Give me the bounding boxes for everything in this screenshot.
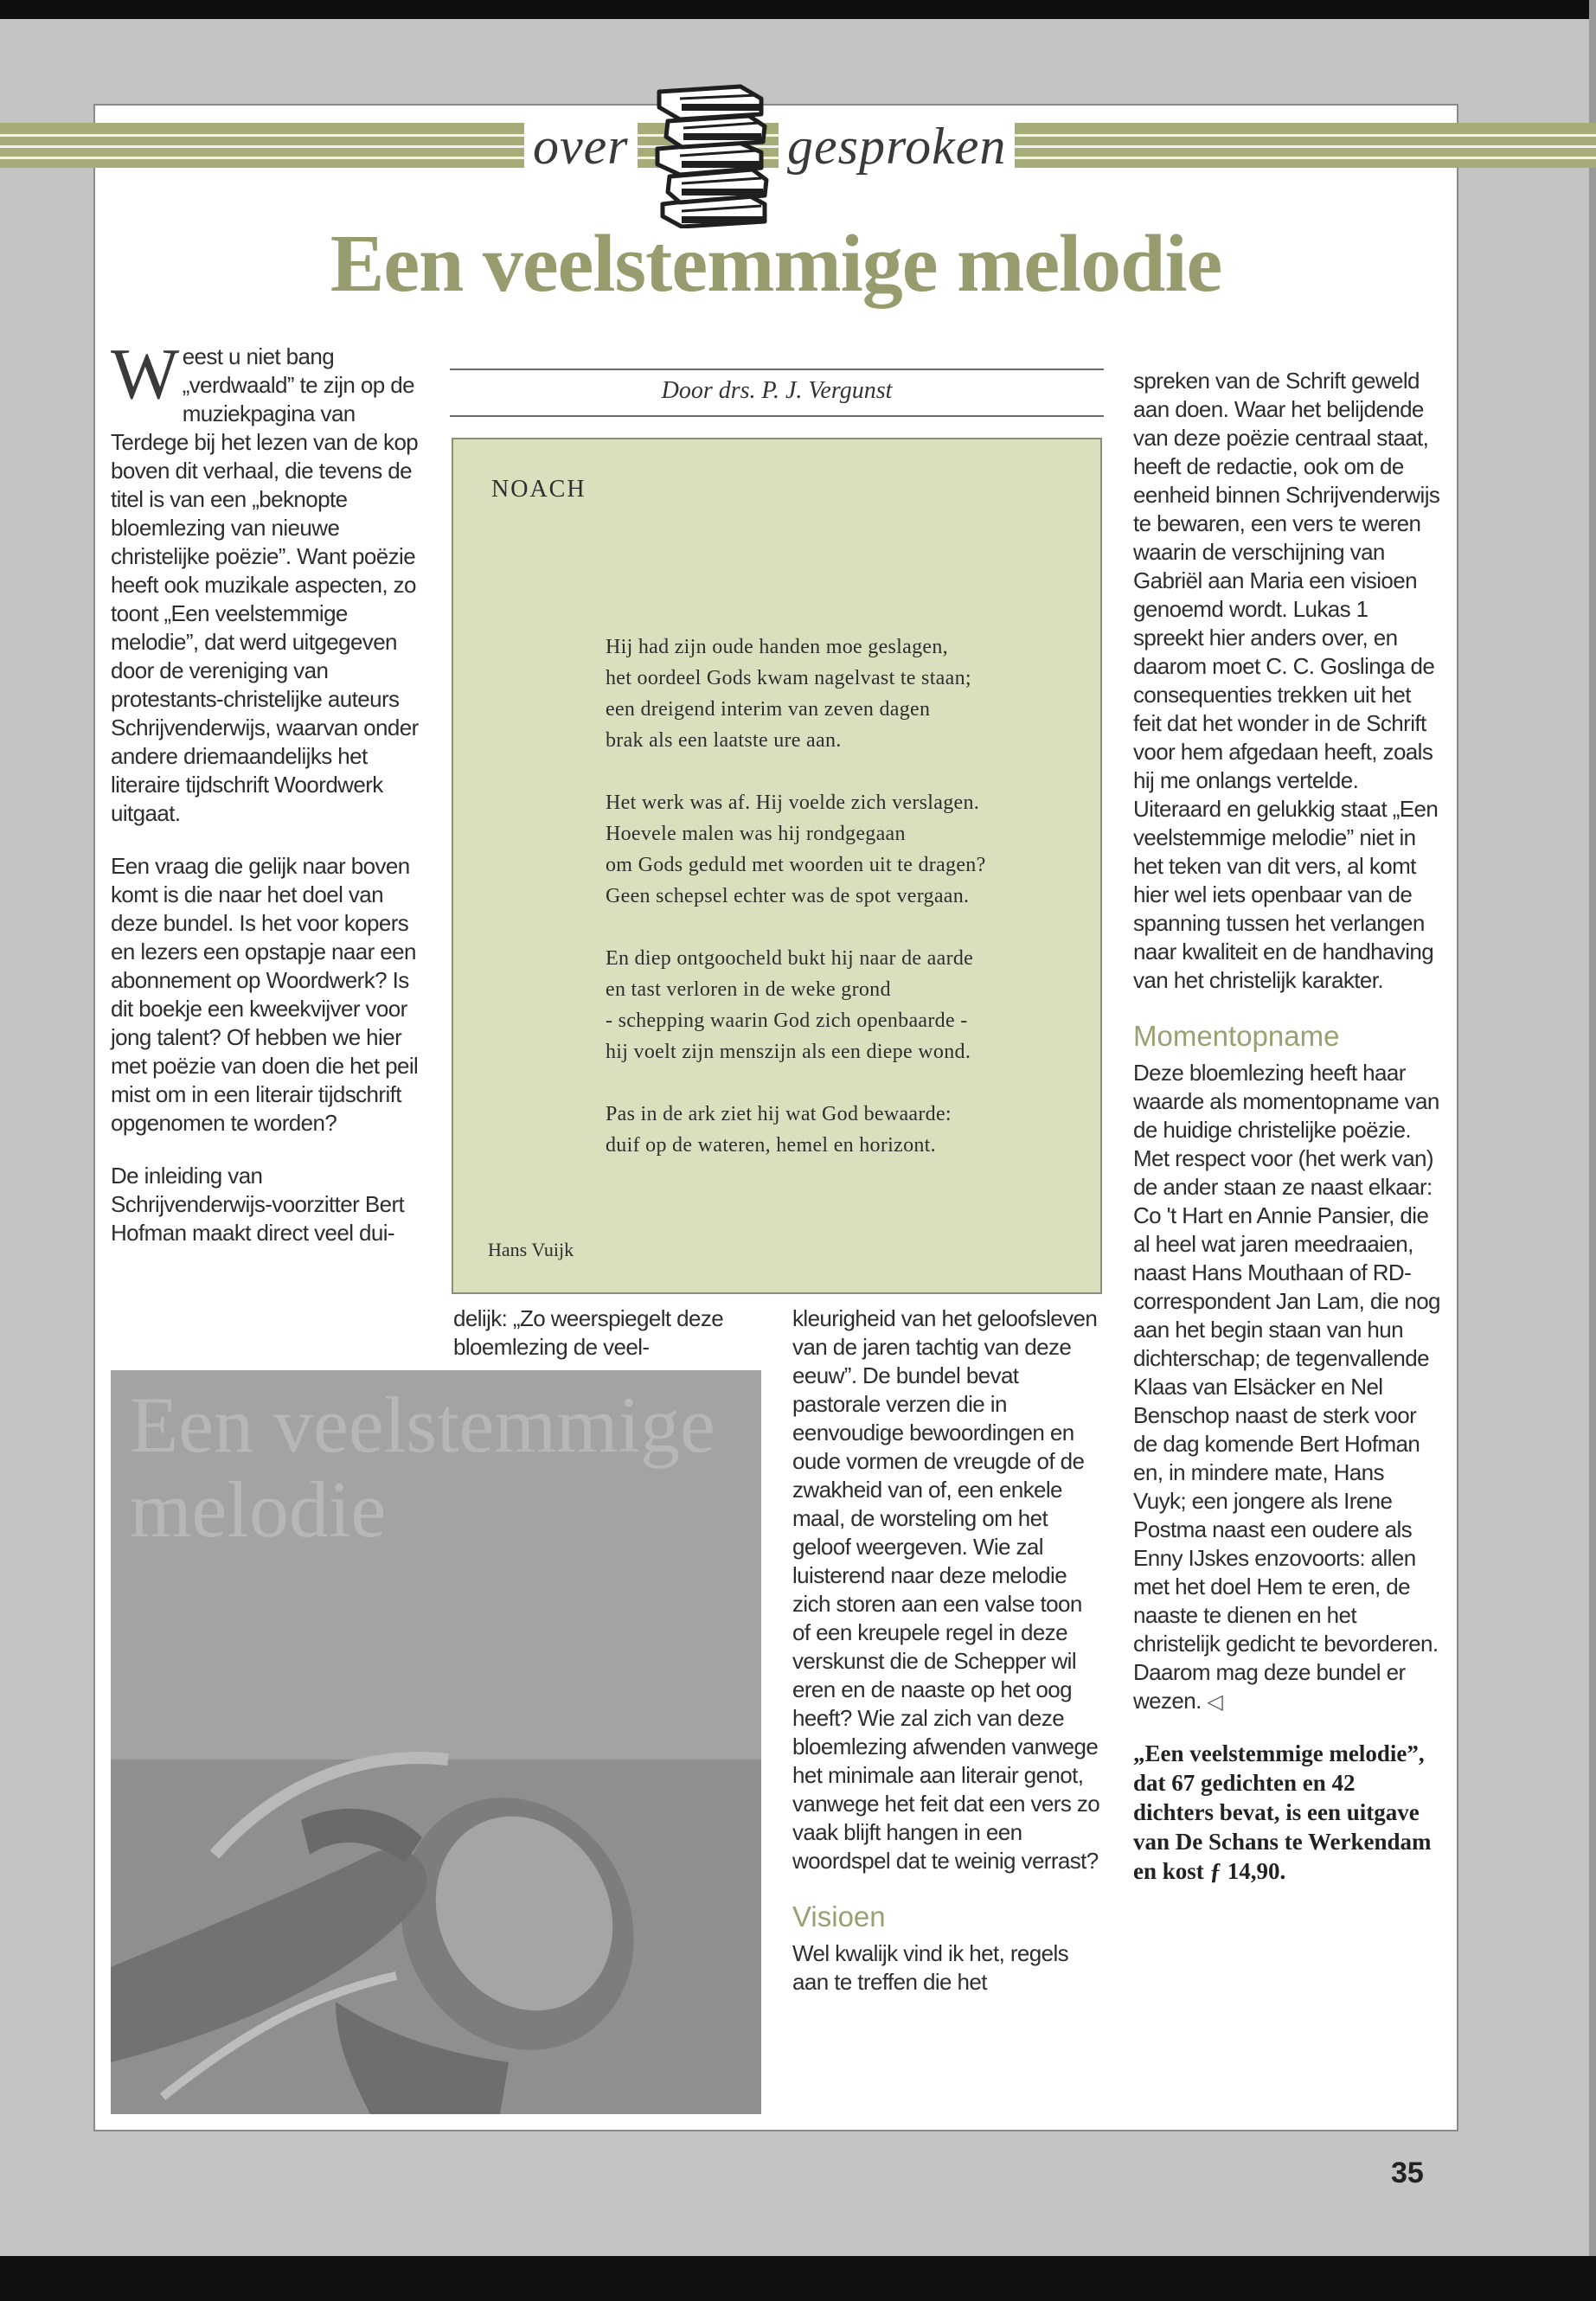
column-3-paragraph-1: kleurigheid van het geloofsleven van de jaren tachtig van deze eeuw”. De bundel bevat pastorale verzen die in eenvoudige bewoordingen en oude vormen de vreugde of de zwakheid van of, een enkele maal, de worsteling om het geloof weergeven. Wie zal luisterend naar deze melodie zich storen aan een valse toon of een kreupele regel in deze verskunst die de Schepper wil eren en de naaste op het oog heeft? Wie zal zich van deze bloemlezing afwenden vanwege het minimale aan literair genot, vanwege het feit dat een vers zo vaak blijft hangen in een woordspel dat te weinig verrast?: [792, 1305, 1100, 1874]
poem-line: En diep ontgoocheld bukt hij naar de aarde: [606, 947, 974, 970]
column-3-paragraph-2: Wel kwalijk vind ik het, regels aan te treffen die het: [792, 1940, 1069, 1995]
poem-line: Geen schepsel echter was de spot vergaan.: [606, 885, 970, 907]
poem-line: - schepping waarin God zich openbaarde -: [606, 1009, 968, 1032]
poem-line: een dreigend interim van zeven dagen: [606, 698, 931, 721]
poem-line: Hij had zijn oude handen moe geslagen,: [606, 636, 948, 658]
column-1-paragraph-3: De inleiding van Schrijvenderwijs-voorzitter Bert Hofman maakt direct veel dui-: [111, 1163, 405, 1246]
column-1: [111, 334, 419, 1247]
poem-stanza: [606, 1099, 1090, 1161]
column-4: [1133, 367, 1441, 1886]
poem-line: Pas in de ark ziet hij wat God bewaarde:: [606, 1103, 952, 1125]
column-2-text: delijk: „Zo weerspiegelt deze bloemlezing de veel-: [453, 1305, 724, 1360]
french-horn-illustration: [111, 1370, 761, 2114]
column-2: [453, 1304, 747, 1362]
poem-line: duif op de wateren, hemel en horizont.: [606, 1134, 936, 1157]
poem-title: NOACH: [491, 476, 586, 503]
subhead-momentopname: Momentopname: [1133, 1020, 1340, 1052]
scan-border-top: [0, 0, 1596, 19]
poem-line: en tast verloren in de weke grond: [606, 978, 891, 1001]
article-headline: Een veelstemmige melodie: [330, 219, 1222, 309]
poem-stanza: [606, 631, 1090, 756]
poem-stanza: [606, 943, 1090, 1067]
scan-border-bottom: [0, 2256, 1596, 2301]
column-4-paragraph-3: [1133, 1059, 1441, 1716]
poem-line: het oordeel Gods kwam nagelvast te staan;: [606, 667, 971, 689]
drop-cap: W: [111, 334, 179, 414]
section-label-left: over: [524, 119, 638, 173]
poem-line: om Gods geduld met woorden uit te dragen?: [606, 854, 986, 876]
byline: Door drs. P. J. Vergunst: [661, 377, 893, 404]
column-4-paragraph-2: Uiteraard en gelukkig staat „Een veelstemmige melodie” niet in het teken van dit vers, al komt hier wel iets openbaar van de spanning tussen het verlangen naar kwaliteit en de handhaving van het christelijk karakter.: [1133, 796, 1439, 993]
end-mark-icon: ◁: [1207, 1690, 1223, 1714]
byline-rule-top: [450, 369, 1104, 370]
poem-stanza: [606, 787, 1090, 912]
poem-box: [452, 438, 1102, 1294]
column-1-paragraph-2: Een vraag die gelijk naar boven komt is die naar het doel van deze bundel. Is het voor kopers en lezers een opstapje naar een abonnement op Woordwerk? Is dit boekje een kweekvijver voor jong talent? Of hebben we hier met poëzie van doen die het peil mist om in een literair tijdschrift opgenomen te worden?: [111, 853, 419, 1136]
book-cover-photo: [111, 1370, 761, 2114]
book-cover-title: Een veelstemmige melodie: [130, 1381, 715, 1554]
page-number: 35: [1391, 2157, 1424, 2189]
poem-line: brak als een laatste ure aan.: [606, 729, 842, 752]
column-3: [792, 1304, 1100, 1997]
publication-note: „Een veelstemmige melodie”, dat 67 gedichten en 42 dichters bevat, is een uitgave van De Schans te Werkendam en kost ƒ 14,90.: [1133, 1740, 1432, 1884]
column-1-paragraph-1: eest u niet bang „verdwaald” te zijn op de muziekpagina van Terdege bij het lezen van de kop boven dit verhaal, die tevens de titel is van een „beknopte bloemlezing van nieuwe christelijke poëzie”. Want poëzie heeft ook muzikale aspecten, zo toont „Een veelstemmige melodie”, dat werd uitgegeven door de vereniging van protestants-christelijke auteurs Schrijvenderwijs, waarvan onder andere driemaandelijks het literaire tijdschrift Woordwerk uitgaat.: [111, 343, 419, 826]
scan-border-right: [1589, 0, 1596, 2301]
column-4-paragraph-1: spreken van de Schrift geweld aan doen. Waar het belijdende van deze poëzie centraal staat, heeft de redactie, ook om de eenheid binnen Schrijvenderwijs te bewaren, een vers te weren waarin de verschijning van Gabriël aan Maria een visioen genoemd wordt. Lukas 1 spreekt hier anders over, en daarom moet C. C. Goslinga de consequenties trekken uit het feit dat het wonder in de Schrift voor hem afgedaan heeft, zoals hij me onlangs vertelde.: [1133, 368, 1440, 793]
poem-author: Hans Vuijk: [488, 1239, 574, 1260]
poem-line: hij voelt zijn menszijn als een diepe wond.: [606, 1041, 971, 1063]
poem-text: [606, 631, 1090, 1192]
poem-line: Het werk was af. Hij voelde zich verslagen.: [606, 792, 980, 814]
column-4-paragraph-3-text: Deze bloemlezing heeft haar waarde als momentopname van de huidige christelijke poëzie. Met respect voor (het werk van) de ander staan ze naast elkaar: Co 't Hart en Annie Pansier, die al heel wat jaren meedraaien, naast Hans Mouthaan of RD-correspondent Jan Lam, die nog aan het begin staan van hun dichterschap; de tegenvallende Klaas van Elsäcker en Nel Benschop naast de sterk voor de dag komende Bert Hofman en, in mindere mate, Hans Vuyk; een jongere als Irene Postma naast een oudere als Enny IJskes enzovoorts: allen met het doel Hem te eren, de naaste te dienen en het christelijk gedicht te bevorderen. Daarom mag deze bundel er wezen.: [1133, 1060, 1440, 1714]
byline-rule-bottom: [450, 415, 1104, 417]
section-label-right: gesproken: [779, 119, 1015, 173]
subhead-visioen: Visioen: [792, 1900, 886, 1932]
poem-line: Hoevele malen was hij rondgegaan: [606, 823, 906, 845]
book-stack-icon: [651, 74, 772, 228]
